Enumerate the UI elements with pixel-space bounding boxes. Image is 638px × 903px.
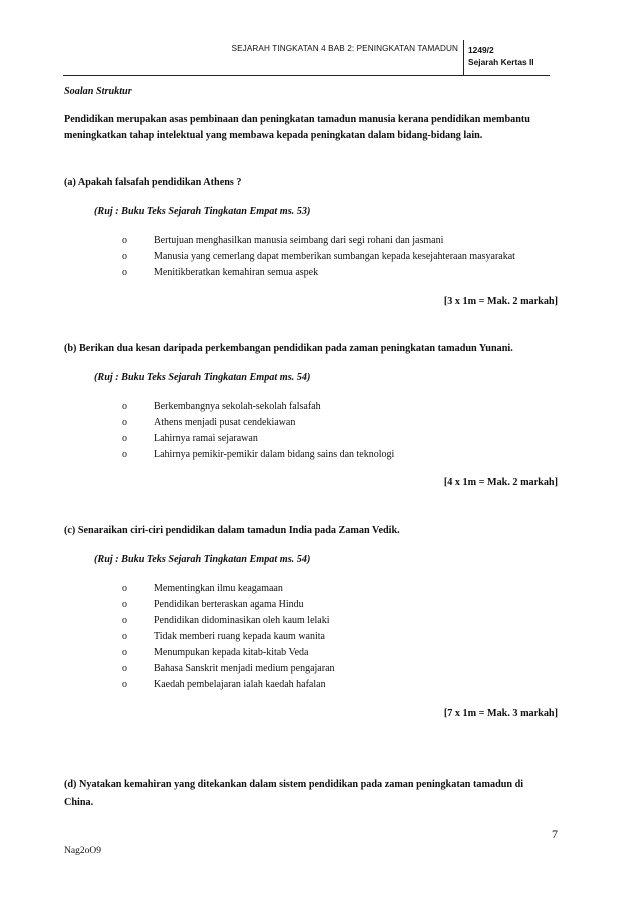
bullet: o xyxy=(122,417,127,428)
header-paper-code: 1249/2 xyxy=(468,45,494,55)
bullet: o xyxy=(122,401,127,412)
question-a-reference: (Ruj : Buku Teks Sejarah Tingkatan Empat ms. 53) xyxy=(94,206,311,217)
question-b-reference: (Ruj : Buku Teks Sejarah Tingkatan Empat ms. 54) xyxy=(94,372,311,383)
list-item: o Menumpukan kepada kitab-kitab Veda xyxy=(122,647,309,658)
question-c-reference: (Ruj : Buku Teks Sejarah Tingkatan Empat ms. 54) xyxy=(94,554,311,565)
list-item: o Pendidikan didominasikan oleh kaum lelaki xyxy=(122,615,330,626)
header-paper-name: Sejarah Kertas II xyxy=(468,57,534,67)
list-item: o Mementingkan ilmu keagamaan xyxy=(122,583,283,594)
list-item: o Lahirnya ramai sejarawan xyxy=(122,433,258,444)
list-item: o Menitikberatkan kemahiran semua aspek xyxy=(122,267,319,278)
list-item: o Lahirnya pemikir-pemikir dalam bidang sains dan teknologi xyxy=(122,449,395,460)
footer-code: Nag2oO9 xyxy=(64,846,101,856)
page-number: 7 xyxy=(552,827,558,841)
list-item: o Manusia yang cemerlang dapat memberikan sumbangan kepada kesejahteraan masyarakat xyxy=(122,251,515,262)
header-paper-info xyxy=(468,44,534,68)
list-item: o Athens menjadi pusat cendekiawan xyxy=(122,417,296,428)
section-title: Soalan Struktur xyxy=(64,86,132,97)
list-item: o Kaedah pembelajaran ialah kaedah hafalan xyxy=(122,679,326,690)
list-item: o Tidak memberi ruang kepada kaum wanita xyxy=(122,631,325,642)
bullet: o xyxy=(122,449,127,460)
header-subject: SEJARAH TINGKATAN 4 BAB 2: PENINGKATAN TAMADUN xyxy=(231,44,458,53)
list-item: o Bahasa Sanskrit menjadi medium pengajaran xyxy=(122,663,335,674)
bullet: o xyxy=(122,583,127,594)
bullet: o xyxy=(122,235,127,246)
list-item: o Berkembangnya sekolah-sekolah falsafah xyxy=(122,401,321,412)
bullet: o xyxy=(122,267,127,278)
header-rule xyxy=(63,75,550,76)
bullet: o xyxy=(122,679,127,690)
bullet: o xyxy=(122,251,127,262)
question-a: (a) Apakah falsafah pendidikan Athens ? xyxy=(64,177,242,188)
page-header xyxy=(230,40,540,76)
question-d-line-2: China. xyxy=(64,797,94,808)
question-b: (b) Berikan dua kesan daripada perkembangan pendidikan pada zaman peningkatan tamadun Yunani. xyxy=(64,343,513,354)
question-c: (c) Senaraikan ciri-ciri pendidikan dalam tamadun India pada Zaman Vedik. xyxy=(64,525,400,536)
intro-line-1: Pendidikan merupakan asas pembinaan dan peningkatan tamadun manusia kerana pendidikan membantu xyxy=(64,114,530,125)
intro-line-2: meningkatkan tahap intelektual yang membawa kepada peningkatan dalam bidang-bidang lain. xyxy=(64,130,483,141)
question-d-line-1: (d) Nyatakan kemahiran yang ditekankan dalam sistem pendidikan pada zaman peningkatan tamadun di xyxy=(64,779,524,790)
question-c-marks: [7 x 1m = Mak. 3 markah] xyxy=(443,708,558,719)
list-item: o Pendidikan berteraskan agama Hindu xyxy=(122,599,304,610)
bullet: o xyxy=(122,599,127,610)
header-divider xyxy=(463,40,464,76)
bullet: o xyxy=(122,433,127,444)
bullet: o xyxy=(122,615,127,626)
question-a-marks: [3 x 1m = Mak. 2 markah] xyxy=(443,296,558,307)
bullet: o xyxy=(122,663,127,674)
bullet: o xyxy=(122,647,127,658)
bullet: o xyxy=(122,631,127,642)
list-item: o Bertujuan menghasilkan manusia seimbang dari segi rohani dan jasmani xyxy=(122,235,444,246)
question-b-marks: [4 x 1m = Mak. 2 markah] xyxy=(443,477,558,488)
